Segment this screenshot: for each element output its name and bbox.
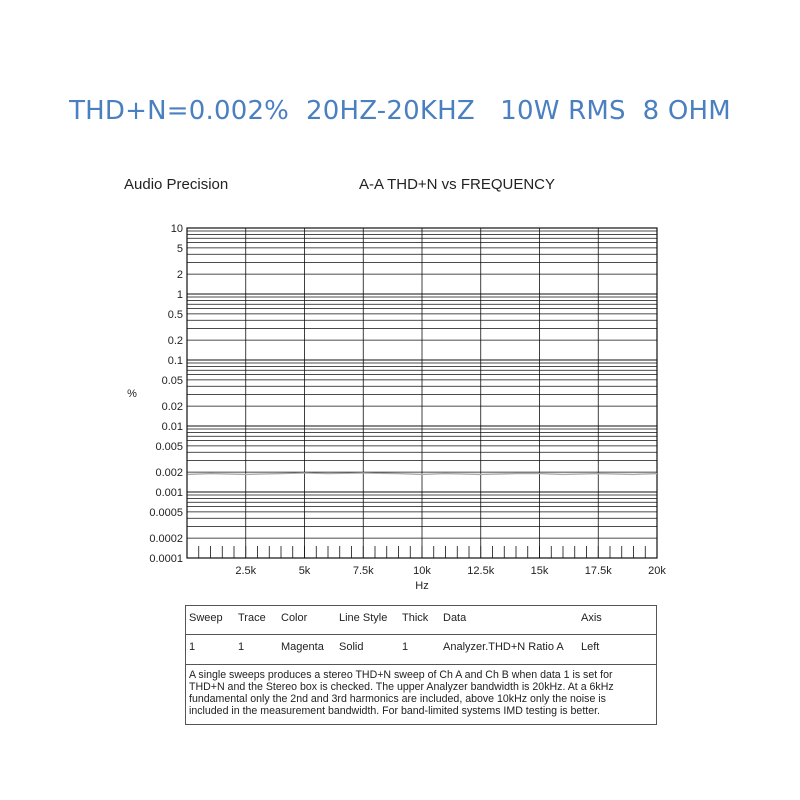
y-tick-labels bbox=[149, 223, 183, 565]
x-tick-label: 20k bbox=[648, 565, 666, 577]
y-tick-label: 0.005 bbox=[155, 440, 183, 453]
y-tick-label: 2 bbox=[176, 269, 183, 282]
cell-axis: Left bbox=[581, 641, 600, 653]
cell-data: Analyzer.THD+N Ratio A bbox=[443, 641, 564, 653]
header-line-style: Line Style bbox=[339, 612, 388, 624]
cell-color: Magenta bbox=[281, 641, 324, 653]
header-sweep: Sweep bbox=[189, 612, 223, 624]
y-axis-label: % bbox=[127, 388, 137, 400]
y-tick-label: 0.02 bbox=[161, 401, 183, 414]
y-tick-label: 5 bbox=[176, 242, 183, 255]
y-tick-label: 0.01 bbox=[161, 421, 183, 433]
y-tick-label: 0.0001 bbox=[149, 553, 183, 565]
y-tick-label: 0.001 bbox=[155, 487, 183, 499]
y-tick-label: 0.002 bbox=[155, 467, 183, 480]
header-thick: Thick bbox=[402, 612, 429, 624]
x-tick-label: 7.5k bbox=[352, 565, 374, 577]
header-trace: Trace bbox=[238, 612, 266, 624]
y-tick-label: 0.0005 bbox=[149, 506, 183, 519]
y-tick-label: 0.5 bbox=[167, 308, 183, 321]
y-tick-label: 0.1 bbox=[167, 355, 183, 367]
brand-label: Audio Precision bbox=[124, 176, 229, 193]
grid bbox=[187, 228, 657, 558]
headline-banner: THD+N=0.002% 20HZ-20KHZ 10W RMS 8 OHM bbox=[69, 96, 731, 126]
y-tick-label: 10 bbox=[170, 223, 183, 235]
cell-trace: 1 bbox=[238, 641, 245, 653]
cell-line-style: Solid bbox=[339, 641, 364, 653]
x-axis-label: Hz bbox=[415, 580, 429, 592]
x-tick-labels bbox=[235, 565, 666, 577]
legend-note: A single sweeps produces a stereo THD+N sweep of Ch A and Ch B when data 1 is set for THD+N and the Stereo box is checked. The upper Analyzer bandwidth is 20kHz. At a 6kHz fundamental only the 2nd and 3rd harmonics are included, above 10kHz only the noise is included in the measurement bandwidth. For band-limited systems IMD testing is better. bbox=[186, 664, 656, 717]
x-tick-label: 15k bbox=[530, 565, 549, 577]
header-axis: Axis bbox=[581, 612, 602, 624]
x-tick-label: 2.5k bbox=[235, 565, 257, 577]
cell-sweep: 1 bbox=[189, 641, 196, 653]
header-data: Data bbox=[443, 612, 467, 624]
legend-table bbox=[185, 605, 657, 725]
y-tick-label: 0.2 bbox=[167, 335, 183, 348]
y-tick-label: 1 bbox=[176, 289, 183, 301]
x-tick-label: 17.5k bbox=[584, 565, 612, 577]
x-tick-label: 5k bbox=[298, 565, 311, 577]
legend-data-row bbox=[186, 634, 656, 659]
y-tick-label: 0.05 bbox=[161, 374, 183, 387]
chart-title: A-A THD+N vs FREQUENCY bbox=[359, 176, 556, 193]
legend-header-row bbox=[186, 606, 656, 630]
cell-thick: 1 bbox=[402, 641, 409, 653]
x-tick-label: 12.5k bbox=[467, 565, 495, 577]
header-color: Color bbox=[281, 612, 308, 624]
x-tick-label: 10k bbox=[413, 565, 431, 577]
y-tick-label: 0.0002 bbox=[149, 533, 183, 546]
